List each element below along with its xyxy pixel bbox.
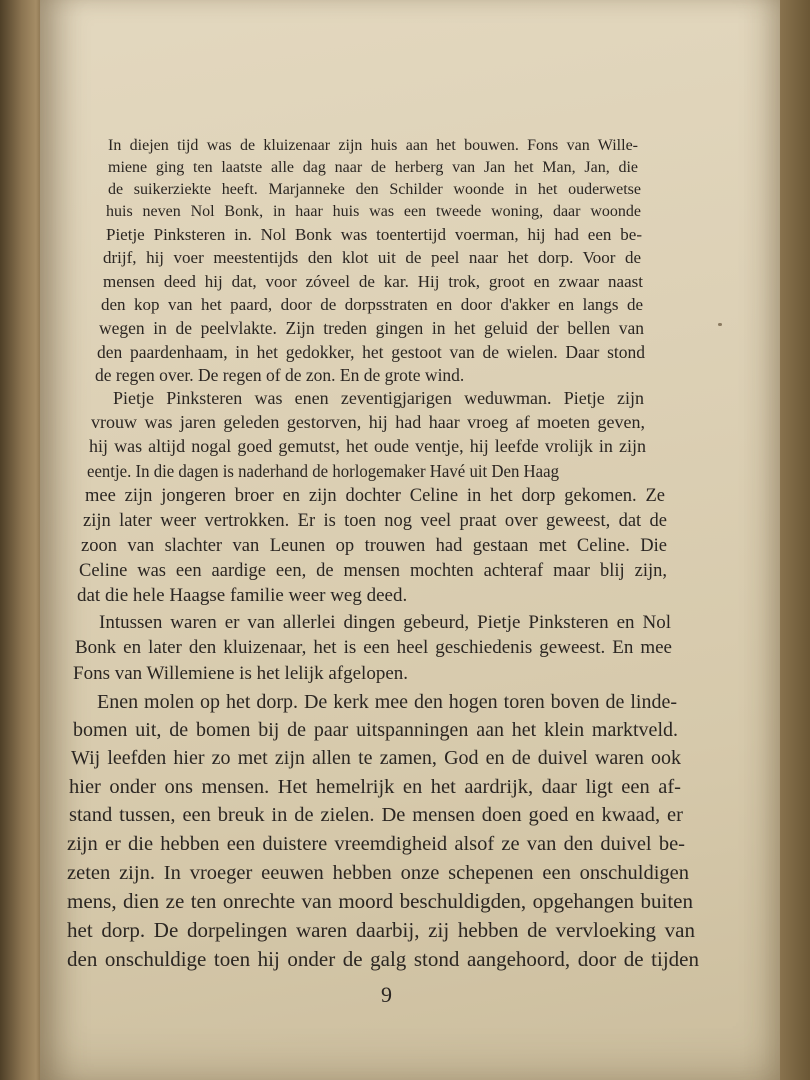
text-line: den paardenhaam, in het gedokker, het gestoot van de wielen. Daar stond xyxy=(97,341,645,362)
text-line: drijf, hij voer meestentijds den klot uit de peel naar het dorp. Voor de xyxy=(103,248,641,267)
text-line: stand tussen, een breuk in de zielen. De mensen doen goed en kwaad, er xyxy=(69,803,683,826)
text-line: mensen deed hij dat, voor zóveel de kar. Hij trok, groot en zwaar naast xyxy=(103,272,643,291)
text-line: dat die hele Haagse familie weer weg deed. xyxy=(77,585,408,606)
text-line: vrouw was jaren geleden gestorven, hij had haar vroeg af moeten geven, xyxy=(91,412,645,432)
text-line: hier onder ons mensen. Het hemelrijk en het aardrijk, daar ligt een af- xyxy=(69,775,681,798)
text-line: Celine was een aardige een, de mensen mochten achteraf maar blij zijn, xyxy=(79,560,667,581)
page-number: 9 xyxy=(381,982,392,1007)
text-line: zeten zijn. In vroeger eeuwen hebben onze schepenen een onschuldigen xyxy=(67,861,689,884)
text-line: miene ging ten laatste alle dag naar de herberg van Jan het Man, Jan, die xyxy=(108,159,638,176)
text-line: eentje. In die dagen is naderhand de horlogemaker Havé uit Den Haag xyxy=(87,461,559,481)
text-line: Wij leefden hier zo met zijn allen te zamen, God en de duivel waren ook xyxy=(71,747,681,769)
paper-speck xyxy=(718,323,722,326)
text-line: de regen over. De regen of de zon. En de grote wind. xyxy=(95,364,465,385)
text-line: hij was altijd nogal goed gemutst, het oude ventje, hij leefde vrolijk in zijn xyxy=(89,436,646,456)
text-line: mens, dien ze ten onrechte van moord beschuldigden, opgehangen buiten xyxy=(67,889,693,913)
text-line: bomen uit, de bomen bij de paar uitspanningen aan het klein marktveld. xyxy=(73,719,678,741)
text-line: Intussen waren er van allerlei dingen gebeurd, Pietje Pinksteren en Nol xyxy=(99,612,671,633)
text-line: zoon van slachter van Leunen op trouwen had gestaan met Celine. Die xyxy=(81,535,667,556)
text-line: den kop van het paard, door de dorpsstraten en door d'akker en langs de xyxy=(101,295,643,314)
text-line: mee zijn jongeren broer en zijn dochter Celine in het dorp gekomen. Ze xyxy=(85,485,665,506)
text-line: Pietje Pinksteren in. Nol Bonk was toentertijd voerman, hij had een be- xyxy=(106,225,642,244)
text-line: In diejen tijd was de kluizenaar zijn huis aan het bouwen. Fons van Wille- xyxy=(108,137,638,154)
text-line: huis neven Nol Bonk, in haar huis was een tweede woning, daar woonde xyxy=(106,203,641,220)
text-line: zijn later weer vertrokken. Er is toen nog veel praat over geweest, dat de xyxy=(83,510,667,531)
text-line: wegen in de peelvlakte. Zijn treden gingen in het geluid der bellen van xyxy=(99,317,644,338)
text-line: het dorp. De dorpelingen waren daarbij, zij hebben de vervloeking van xyxy=(67,918,695,942)
text-line: de suikerziekte heeft. Marjanneke den Schilder woonde in het ouderwetse xyxy=(108,181,641,198)
text-line: Bonk en later den kluizenaar, het is een heel geschiedenis geweest. En mee xyxy=(75,637,672,658)
text-line: Enen molen op het dorp. De kerk mee den hogen toren boven de linde- xyxy=(97,691,677,713)
text-line: den onschuldige toen hij onder de galg stond aangehoord, door de tijden xyxy=(67,947,699,971)
text-line: zijn er die hebben een duistere vreemdigheid alsof ze van den duivel be- xyxy=(67,832,685,855)
text-line: Fons van Willemiene is het lelijk afgelopen. xyxy=(73,663,409,684)
text-line: Pietje Pinksteren was enen zeventigjarigen weduwman. Pietje zijn xyxy=(113,388,644,408)
